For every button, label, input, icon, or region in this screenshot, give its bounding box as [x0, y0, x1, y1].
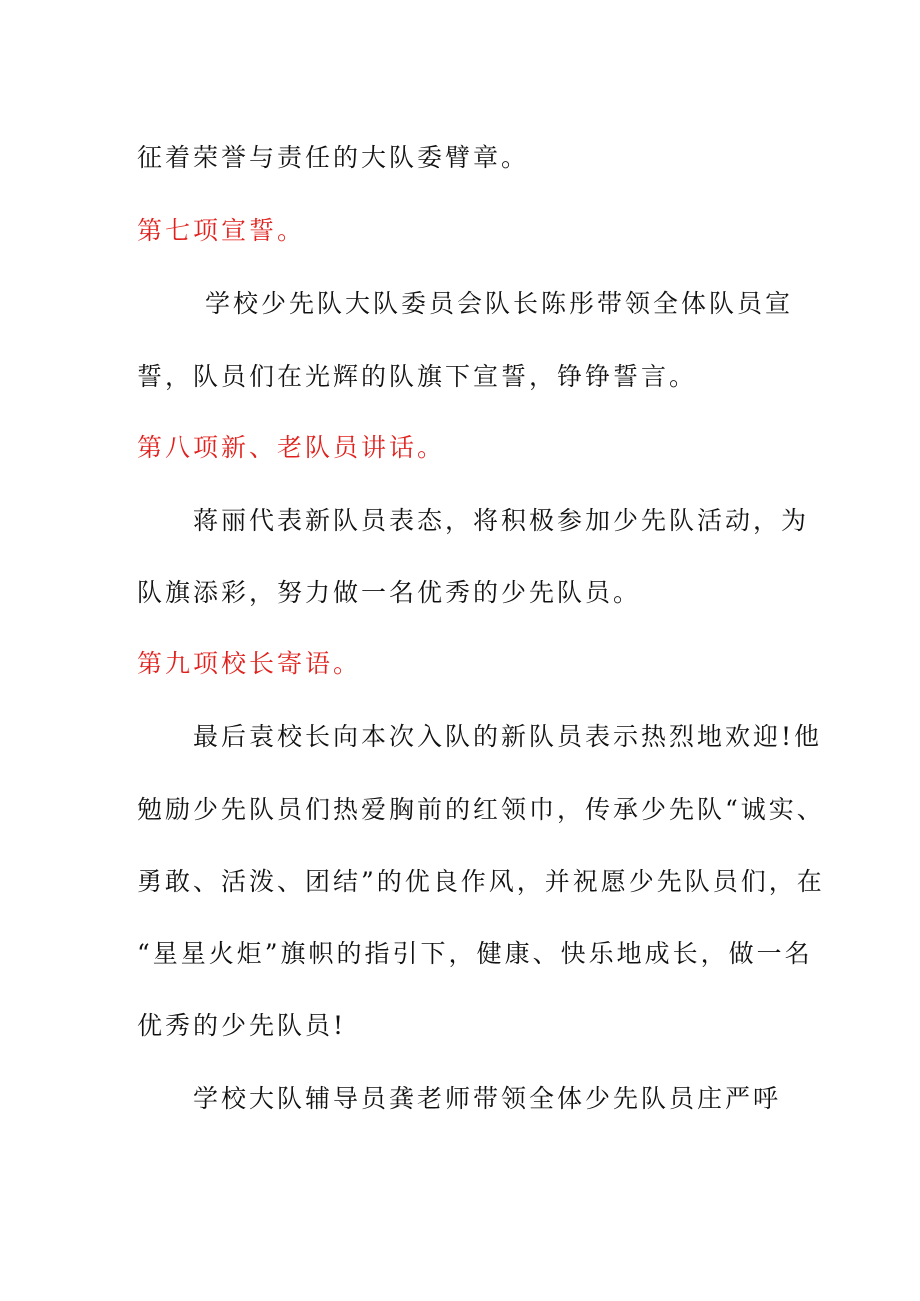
paragraph-line: 勇敢、活泼、团结”的优良作风，并祝愿少先队员们，在 — [137, 867, 825, 896]
paragraph-line: 蒋丽代表新队员表态，将积极参加少先队活动，为 — [193, 506, 810, 535]
section-heading-speeches: 第八项新、老队员讲话。 — [137, 433, 446, 462]
paragraph-line: 勉励少先队员们热爱胸前的红领巾，传承少先队“诚实、 — [137, 795, 825, 824]
paragraph-line: 最后袁校长向本次入队的新队员表示热烈地欢迎!他 — [193, 722, 823, 751]
paragraph-line: 誓，队员们在光辉的队旗下宣誓，铮铮誓言。 — [137, 362, 698, 391]
paragraph-line: 学校少先队大队委员会队长陈彤带领全体队员宣 — [205, 289, 794, 318]
section-heading-principal: 第九项校长寄语。 — [137, 649, 362, 678]
paragraph-line: 优秀的少先队员! — [137, 1011, 347, 1040]
paragraph-line: 征着荣誉与责任的大队委臂章。 — [137, 143, 530, 172]
paragraph-line: 学校大队辅导员龚老师带领全体少先队员庄严呼 — [193, 1084, 782, 1113]
paragraph-line: “星星火炬”旗帜的指引下，健康、快乐地成长，做一名 — [137, 939, 813, 968]
paragraph-line: 队旗添彩，努力做一名优秀的少先队员。 — [137, 578, 642, 607]
section-heading-oath: 第七项宣誓。 — [137, 216, 306, 245]
